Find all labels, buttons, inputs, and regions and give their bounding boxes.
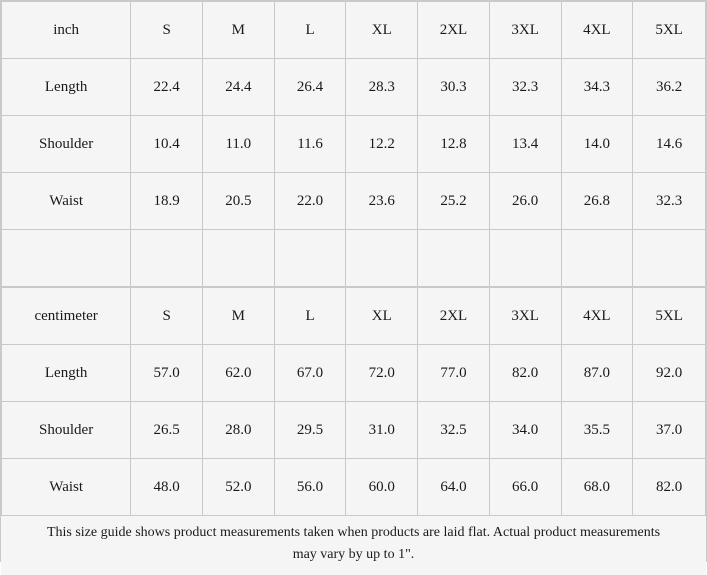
spacer-cell <box>489 230 561 287</box>
cell-value: 52.0 <box>202 459 274 516</box>
size-guide-note <box>1 516 706 575</box>
cell-value: 26.5 <box>131 402 203 459</box>
size-table-centimeter <box>1 287 706 516</box>
cell-value: 32.3 <box>633 173 706 230</box>
cell-value: 66.0 <box>489 459 561 516</box>
size-header-3xl: 3XL <box>489 288 561 345</box>
measurement-label-length: Length <box>2 345 131 402</box>
size-header-4xl: 4XL <box>561 2 633 59</box>
cell-value: 26.0 <box>489 173 561 230</box>
cell-value: 32.5 <box>418 402 490 459</box>
cell-value: 67.0 <box>274 345 346 402</box>
unit-label-inch: inch <box>2 2 131 59</box>
cell-value: 31.0 <box>346 402 418 459</box>
measurement-label-shoulder: Shoulder <box>2 402 131 459</box>
cell-value: 25.2 <box>418 173 490 230</box>
cell-value: 28.3 <box>346 59 418 116</box>
measurement-label-shoulder: Shoulder <box>2 116 131 173</box>
cell-value: 37.0 <box>633 402 706 459</box>
cell-value: 82.0 <box>489 345 561 402</box>
cell-value: 48.0 <box>131 459 203 516</box>
spacer-cell <box>202 230 274 287</box>
size-header-m: M <box>202 288 274 345</box>
size-header-4xl: 4XL <box>561 288 633 345</box>
cell-value: 10.4 <box>131 116 203 173</box>
cell-value: 20.5 <box>202 173 274 230</box>
table-spacer-row <box>2 230 706 287</box>
size-header-xl: XL <box>346 288 418 345</box>
cell-value: 34.3 <box>561 59 633 116</box>
size-header-2xl: 2XL <box>418 2 490 59</box>
cell-value: 13.4 <box>489 116 561 173</box>
table-row <box>2 59 706 116</box>
size-header-m: M <box>202 2 274 59</box>
cell-value: 29.5 <box>274 402 346 459</box>
cell-value: 23.6 <box>346 173 418 230</box>
spacer-cell <box>131 230 203 287</box>
cell-value: 14.6 <box>633 116 706 173</box>
cell-value: 11.0 <box>202 116 274 173</box>
table-row <box>2 116 706 173</box>
table-row <box>2 459 706 516</box>
table-row <box>2 345 706 402</box>
spacer-cell <box>561 230 633 287</box>
spacer-cell <box>2 230 131 287</box>
size-header-l: L <box>274 288 346 345</box>
cell-value: 72.0 <box>346 345 418 402</box>
cell-value: 35.5 <box>561 402 633 459</box>
cell-value: 14.0 <box>561 116 633 173</box>
cell-value: 60.0 <box>346 459 418 516</box>
size-header-5xl: 5XL <box>633 288 706 345</box>
cell-value: 62.0 <box>202 345 274 402</box>
table-header-row <box>2 2 706 59</box>
cell-value: 87.0 <box>561 345 633 402</box>
cell-value: 11.6 <box>274 116 346 173</box>
table-header-row <box>2 288 706 345</box>
cell-value: 64.0 <box>418 459 490 516</box>
measurement-label-length: Length <box>2 59 131 116</box>
size-header-3xl: 3XL <box>489 2 561 59</box>
unit-label-centimeter: centimeter <box>2 288 131 345</box>
cell-value: 26.8 <box>561 173 633 230</box>
cell-value: 56.0 <box>274 459 346 516</box>
cell-value: 24.4 <box>202 59 274 116</box>
table-row <box>2 402 706 459</box>
cell-value: 30.3 <box>418 59 490 116</box>
cell-value: 57.0 <box>131 345 203 402</box>
cell-value: 12.8 <box>418 116 490 173</box>
size-header-5xl: 5XL <box>633 2 706 59</box>
table-row <box>2 173 706 230</box>
size-guide-note-text: This size guide shows product measurements taken when products are laid flat. Actual product measurements may vary by up to 1". <box>46 525 661 562</box>
spacer-cell <box>274 230 346 287</box>
size-header-s: S <box>131 2 203 59</box>
size-header-xl: XL <box>346 2 418 59</box>
cell-value: 28.0 <box>202 402 274 459</box>
size-header-2xl: 2XL <box>418 288 490 345</box>
cell-value: 82.0 <box>633 459 706 516</box>
cell-value: 22.4 <box>131 59 203 116</box>
cell-value: 18.9 <box>131 173 203 230</box>
spacer-cell <box>418 230 490 287</box>
measurement-label-waist: Waist <box>2 459 131 516</box>
size-table-inch <box>1 1 706 287</box>
cell-value: 36.2 <box>633 59 706 116</box>
cell-value: 68.0 <box>561 459 633 516</box>
size-header-l: L <box>274 2 346 59</box>
cell-value: 34.0 <box>489 402 561 459</box>
cell-value: 77.0 <box>418 345 490 402</box>
cell-value: 12.2 <box>346 116 418 173</box>
spacer-cell <box>346 230 418 287</box>
cell-value: 26.4 <box>274 59 346 116</box>
cell-value: 92.0 <box>633 345 706 402</box>
cell-value: 32.3 <box>489 59 561 116</box>
size-header-s: S <box>131 288 203 345</box>
measurement-label-waist: Waist <box>2 173 131 230</box>
cell-value: 22.0 <box>274 173 346 230</box>
spacer-cell <box>633 230 706 287</box>
